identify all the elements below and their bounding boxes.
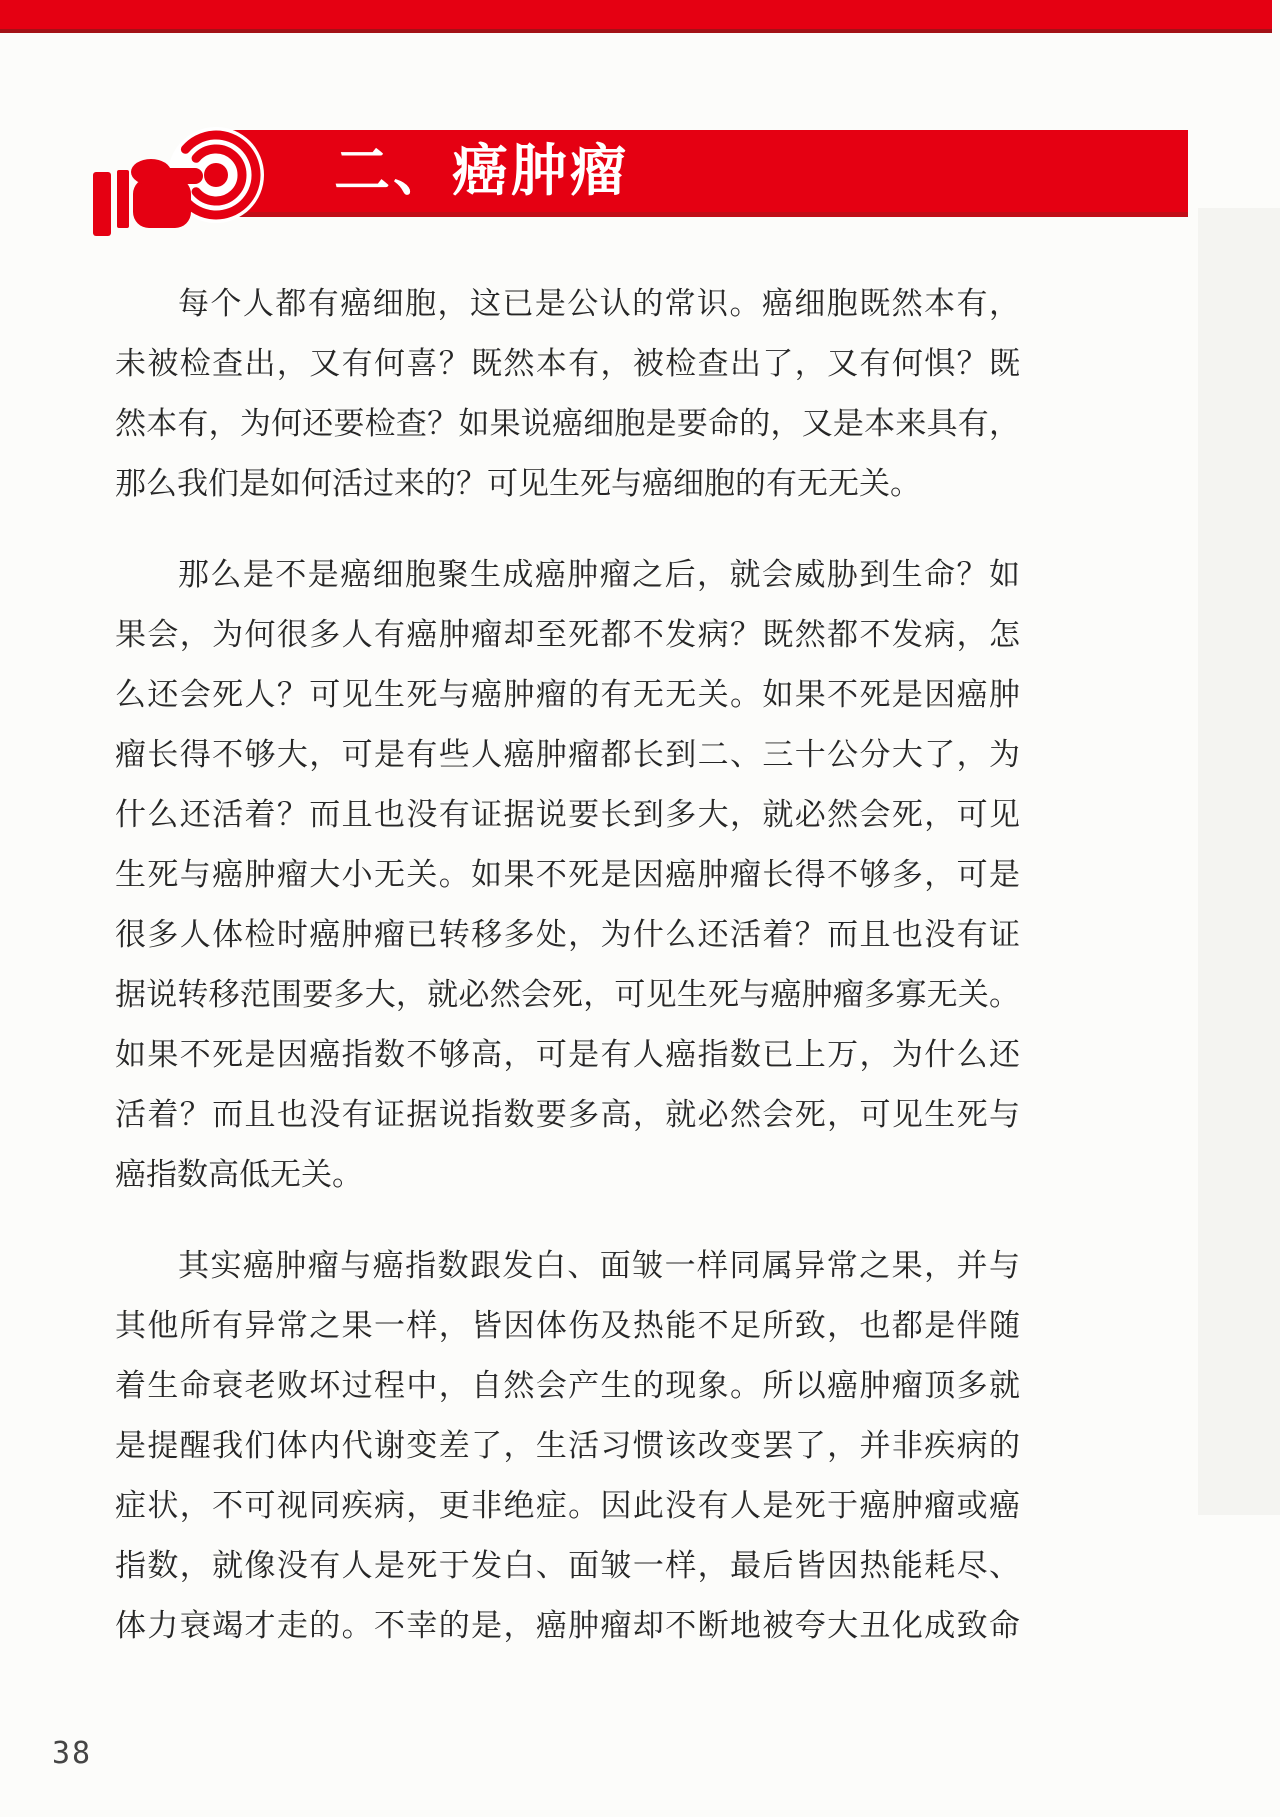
text-line: 指数，就像没有人是死于发白、面皱一样，最后皆因热能耗尽、 — [115, 1548, 1020, 1583]
pointing-hand-tap-icon — [85, 118, 280, 246]
chapter-title: 二、癌肿瘤 — [334, 139, 629, 202]
page-edge-shading — [1198, 208, 1280, 1515]
text-line: 那么是不是癌细胞聚生成癌肿瘤之后，就会威胁到生命？如 — [178, 557, 1020, 592]
text-line: 症状，不可视同疾病，更非绝症。因此没有人是死于癌肿瘤或癌 — [115, 1488, 1020, 1523]
text-line: 体力衰竭才走的。不幸的是，癌肿瘤却不断地被夸大丑化成致命 — [115, 1608, 1020, 1643]
top-accent-strip — [0, 0, 1272, 33]
paragraph-3 — [115, 1236, 1020, 1656]
text-line: 果会，为何很多人有癌肿瘤却至死都不发病？既然都不发病，怎 — [115, 617, 1020, 652]
text-line: 未被检查出，又有何喜？既然本有，被检查出了，又有何惧？既 — [115, 346, 1020, 381]
text-line: 什么还活着？而且也没有证据说要长到多大，就必然会死，可见 — [115, 797, 1020, 832]
text-line: 那么我们是如何活过来的？可见生死与癌细胞的有无无关。 — [115, 466, 921, 501]
text-line: 如果不死是因癌指数不够高，可是有人癌指数已上万，为什么还 — [115, 1037, 1020, 1072]
text-line: 着生命衰老败坏过程中，自然会产生的现象。所以癌肿瘤顶多就 — [115, 1368, 1020, 1403]
text-line: 生死与癌肿瘤大小无关。如果不死是因癌肿瘤长得不够多，可是 — [115, 857, 1020, 892]
paragraph-1 — [115, 274, 1020, 514]
text-line: 很多人体检时癌肿瘤已转移多处，为什么还活着？而且也没有证 — [115, 917, 1020, 952]
text-line: 每个人都有癌细胞，这已是公认的常识。癌细胞既然本有， — [178, 286, 1020, 321]
text-line: 其他所有异常之果一样，皆因体伤及热能不足所致，也都是伴随 — [115, 1308, 1020, 1343]
text-line: 然本有，为何还要检查？如果说癌细胞是要命的，又是本来具有， — [115, 406, 1020, 441]
body-text — [115, 274, 1020, 1656]
text-line: 癌指数高低无关。 — [115, 1157, 363, 1192]
text-line: 其实癌肿瘤与癌指数跟发白、面皱一样同属异常之果，并与 — [178, 1248, 1020, 1283]
text-line: 据说转移范围要多大，就必然会死，可见生死与癌肿瘤多寡无关。 — [115, 977, 1020, 1012]
text-line: 活着？而且也没有证据说指数要多高，就必然会死，可见生死与 — [115, 1097, 1020, 1132]
paragraph-2 — [115, 545, 1020, 1205]
text-line: 是提醒我们体内代谢变差了，生活习惯该改变罢了，并非疾病的 — [115, 1428, 1020, 1463]
page-number: 38 — [52, 1736, 93, 1771]
chapter-banner — [222, 130, 1188, 217]
text-line: 瘤长得不够大，可是有些人癌肿瘤都长到二、三十公分大了，为 — [115, 737, 1020, 772]
text-line: 么还会死人？可见生死与癌肿瘤的有无无关。如果不死是因癌肿 — [115, 677, 1020, 712]
